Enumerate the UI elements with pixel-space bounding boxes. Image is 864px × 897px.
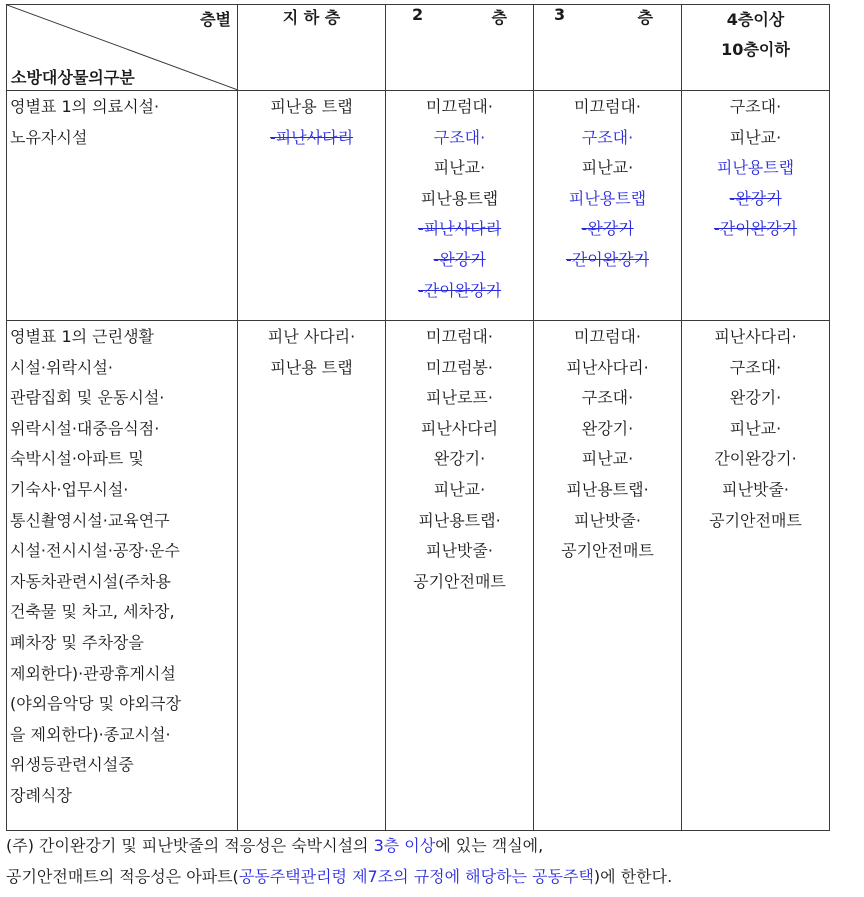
equipment-item: 피난밧줄· bbox=[574, 510, 641, 530]
header-floor3: 3 층 bbox=[534, 5, 682, 91]
floor3-cell bbox=[534, 91, 682, 321]
equipment-item: 미끄럼대· bbox=[426, 327, 493, 346]
equipment-item: 피난용 트랩 bbox=[270, 357, 353, 377]
table-row bbox=[7, 91, 830, 321]
equipment-item: -간이완강기 bbox=[417, 280, 502, 300]
category-line: 위생등관련시설중 bbox=[10, 755, 134, 775]
equipment-item: 간이완강기· bbox=[714, 449, 797, 469]
category-cell bbox=[7, 321, 238, 831]
header-floor2: 2 층 bbox=[386, 5, 534, 91]
equipment-item: -피난사다리 bbox=[417, 219, 502, 239]
basement-cell bbox=[238, 91, 386, 321]
equipment-item: 피난용트랩· bbox=[566, 479, 649, 499]
header-floor4-10 bbox=[682, 5, 830, 91]
table-row bbox=[7, 321, 830, 831]
category-line: (야외음악당 및 야외극장 bbox=[10, 694, 181, 714]
equipment-item: 피난밧줄· bbox=[722, 479, 789, 499]
equipment-item: 완강기· bbox=[433, 449, 486, 469]
equipment-item: 완강기· bbox=[729, 388, 782, 408]
category-line: 위락시설·대중음식점· bbox=[10, 418, 160, 438]
header-basement: 지 하 층 bbox=[238, 5, 386, 91]
equipment-item: 미끄럼대· bbox=[426, 97, 493, 116]
floor2-cell bbox=[386, 321, 534, 831]
equipment-item: 피난용 트랩 bbox=[270, 97, 353, 116]
category-line: 을 제외한다)·종교시설· bbox=[10, 724, 171, 744]
category-line: 영별표 1의 의료시설· bbox=[10, 97, 160, 116]
basement-cell bbox=[238, 321, 386, 831]
category-line: 장례식장 bbox=[10, 785, 72, 805]
evacuation-equipment-table bbox=[6, 4, 830, 831]
equipment-item: 구조대· bbox=[581, 127, 634, 147]
equipment-item: 구조대· bbox=[433, 127, 486, 147]
equipment-item: 피난교· bbox=[433, 479, 486, 499]
equipment-item: 피난사다리· bbox=[714, 327, 797, 346]
equipment-item: 미끄럼봉· bbox=[426, 357, 493, 377]
header-row bbox=[7, 5, 830, 91]
equipment-item: 구조대· bbox=[729, 97, 782, 116]
category-cell bbox=[7, 91, 238, 321]
equipment-item: 미끄럼대· bbox=[574, 97, 641, 116]
equipment-item: 피난용트랩 bbox=[568, 188, 647, 208]
equipment-item: 공기안전매트 bbox=[709, 510, 802, 530]
equipment-item: 피난교· bbox=[729, 127, 782, 147]
equipment-item: 구조대· bbox=[581, 388, 634, 408]
floor4-cell bbox=[682, 91, 830, 321]
equipment-item: -간이완강기 bbox=[713, 219, 798, 239]
category-line: 폐차장 및 주차장을 bbox=[10, 632, 144, 652]
equipment-item: 피난교· bbox=[581, 158, 634, 178]
category-line: 관람집회 및 운동시설· bbox=[10, 388, 165, 408]
equipment-item: -간이완강기 bbox=[565, 249, 650, 269]
equipment-item: 피난교· bbox=[581, 449, 634, 469]
category-line: 자동차관련시설(주차용 bbox=[10, 571, 171, 591]
equipment-item: 피난용트랩 bbox=[420, 188, 499, 208]
equipment-item: 공기안전매트 bbox=[561, 541, 654, 561]
footnote-line1: (주) 간이완강기 및 피난밧줄의 적응성은 숙박시설의 3층 이상에 있는 객실에, bbox=[6, 836, 544, 855]
floor3-cell bbox=[534, 321, 682, 831]
category-line: 건축물 및 차고, 세차장, bbox=[10, 602, 175, 622]
floor-label: 층별 bbox=[200, 10, 231, 29]
category-line: 영별표 1의 근린생활 bbox=[10, 327, 154, 346]
category-line: 노유자시설 bbox=[10, 127, 88, 147]
footnote-line2: 공기안전매트의 적응성은 아파트(공동주택관리령 제7조의 규정에 해당하는 공동주택)에 한한다. bbox=[6, 867, 673, 886]
equipment-item: 공기안전매트 bbox=[413, 571, 506, 591]
category-line: 시설·전시시설·공장·운수 bbox=[10, 541, 180, 561]
equipment-item: -완강기 bbox=[581, 219, 634, 239]
equipment-item: -완강기 bbox=[729, 188, 782, 208]
equipment-item: 피난 사다리· bbox=[267, 327, 356, 346]
equipment-item: 피난사다리 bbox=[420, 418, 499, 438]
equipment-item: 피난교· bbox=[729, 418, 782, 438]
category-line: 기숙사·업무시설· bbox=[10, 479, 129, 499]
equipment-item: 피난밧줄· bbox=[426, 541, 493, 561]
category-line: 제외한다)·관광휴게시설 bbox=[10, 663, 176, 683]
header-floor4-line1: 4층이상 bbox=[726, 10, 785, 29]
equipment-item: 피난용트랩· bbox=[418, 510, 501, 530]
equipment-item: -완강기 bbox=[433, 249, 486, 269]
floor2-cell bbox=[386, 91, 534, 321]
category-label: 소방대상물의구분 bbox=[11, 68, 135, 87]
category-line: 숙박시설·아파트 및 bbox=[10, 449, 144, 469]
diagonal-header-cell bbox=[7, 5, 238, 91]
header-floor4-line2: 10층이하 bbox=[721, 40, 790, 59]
floor4-cell bbox=[682, 321, 830, 831]
equipment-item: 미끄럼대· bbox=[574, 327, 641, 346]
equipment-item: 완강기· bbox=[581, 418, 634, 438]
category-line: 통신촬영시설·교육연구 bbox=[10, 510, 170, 530]
equipment-item: 피난사다리· bbox=[566, 357, 649, 377]
equipment-item: 피난용트랩 bbox=[716, 158, 795, 178]
category-line: 시설·위락시설· bbox=[10, 357, 113, 377]
equipment-item: 구조대· bbox=[729, 357, 782, 377]
equipment-item: 피난교· bbox=[433, 158, 486, 178]
equipment-item: 피난로프· bbox=[426, 388, 493, 408]
equipment-item: -피난사다리 bbox=[269, 127, 354, 147]
